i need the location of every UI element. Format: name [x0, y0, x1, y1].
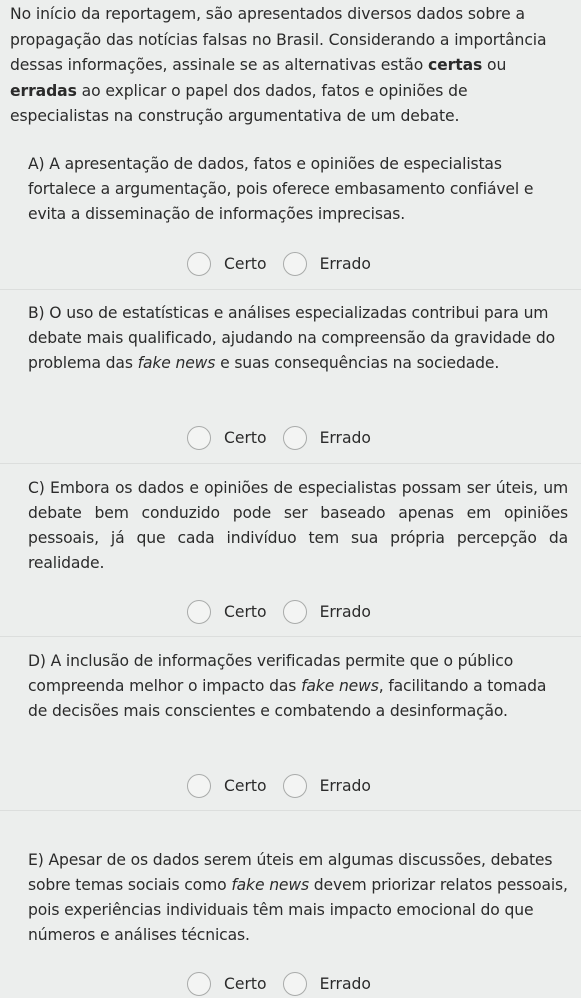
option-c-errado[interactable] — [283, 600, 371, 624]
option-a-certo[interactable] — [187, 252, 267, 276]
radio-circle-icon[interactable] — [187, 972, 211, 996]
radio-circle-icon[interactable] — [187, 426, 211, 450]
statement-b: B) O uso de estatísticas e análises especializadas contribui para um debate mais qualificado, ajudando na compreensão da gravidade do problema das fake news e suas consequências na sociedade. — [28, 304, 556, 372]
option-label: Certo — [224, 255, 267, 273]
radio-circle-icon[interactable] — [187, 774, 211, 798]
options-a — [187, 250, 371, 278]
radio-circle-icon[interactable] — [283, 252, 307, 276]
option-d-errado[interactable] — [283, 774, 371, 798]
option-b-certo[interactable] — [187, 426, 267, 450]
radio-circle-icon[interactable] — [283, 774, 307, 798]
intro-bold-erradas: erradas — [10, 81, 77, 100]
option-e-certo[interactable] — [187, 972, 267, 996]
option-a-errado[interactable] — [283, 252, 371, 276]
option-label: Errado — [319, 255, 371, 273]
radio-circle-icon[interactable] — [187, 600, 211, 624]
option-b-errado[interactable] — [283, 426, 371, 450]
options-d — [187, 772, 371, 800]
divider — [0, 463, 581, 464]
option-label: Certo — [224, 975, 267, 993]
option-label: Certo — [224, 603, 267, 621]
option-label: Certo — [224, 777, 267, 795]
options-e — [187, 970, 371, 998]
statement-e: E) Apesar de os dados serem úteis em algumas discussões, debates sobre temas sociais como fake news devem priorizar relatos pessoais, pois experiências individuais têm mais impacto emocional do que números e análises técnicas. — [28, 851, 568, 944]
radio-circle-icon[interactable] — [283, 972, 307, 996]
statement-d: D) A inclusão de informações verificadas permite que o público compreenda melhor o impacto das fake news, facilitando a tomada de decisões mais conscientes e combatendo a desinformação. — [28, 652, 547, 720]
option-label: Certo — [224, 429, 267, 447]
radio-circle-icon[interactable] — [187, 252, 211, 276]
options-b — [187, 424, 371, 452]
option-label: Errado — [319, 429, 371, 447]
option-d-certo[interactable] — [187, 774, 267, 798]
divider — [0, 636, 581, 637]
divider — [0, 289, 581, 290]
option-label: Errado — [319, 777, 371, 795]
radio-circle-icon[interactable] — [283, 426, 307, 450]
option-label: Errado — [319, 975, 371, 993]
radio-circle-icon[interactable] — [283, 600, 307, 624]
statement-c: C) Embora os dados e opiniões de especialistas possam ser úteis, um debate bem conduzido pode ser baseado apenas em opiniões pessoais, já que cada indivíduo tem sua própria percepção da realidade. — [28, 479, 568, 572]
option-e-errado[interactable] — [283, 972, 371, 996]
option-label: Errado — [319, 603, 371, 621]
intro-bold-certas: certas — [428, 56, 483, 74]
statement-a: A) A apresentação de dados, fatos e opiniões de especialistas fortalece a argumentação, pois oferece embasamento confiável e evita a disseminação de informações imprecisas. — [28, 155, 534, 223]
options-c — [187, 598, 371, 626]
option-c-certo[interactable] — [187, 600, 267, 624]
question-intro: No início da reportagem, são apresentados diversos dados sobre a propagação das notícias falsas no Brasil. Considerando a importância dessas informações, assinale se as alternativas estão certas ou erradas ao explicar o papel dos dados, fatos e opiniões de especialistas na construção argumentativa de um debate. — [10, 5, 547, 125]
divider — [0, 810, 581, 811]
